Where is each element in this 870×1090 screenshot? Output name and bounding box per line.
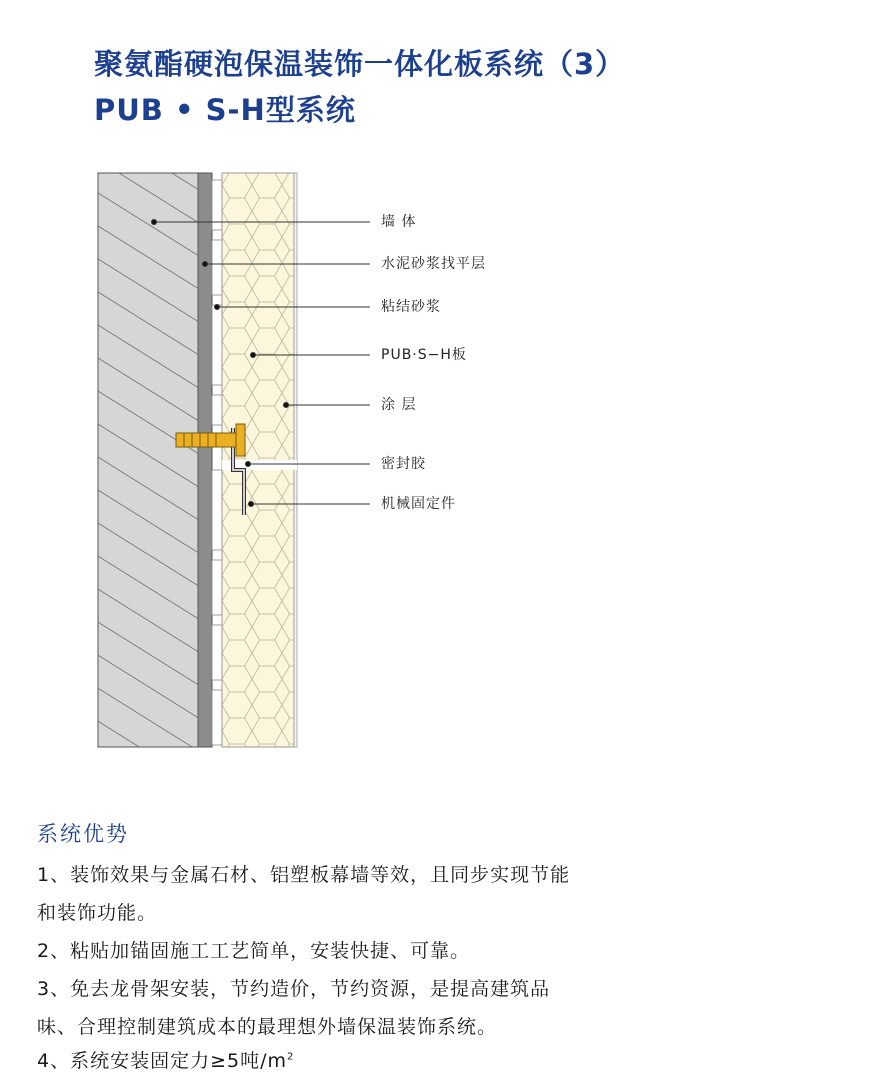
advantage-line-6 xyxy=(37,1046,294,1073)
label-bonding-mortar: 粘结砂浆 xyxy=(381,299,441,315)
label-pub-board: PUB·S−H板 xyxy=(381,347,467,363)
title-line-1: 聚氨酯硬泡保温装饰一体化板系统（3） xyxy=(94,47,626,81)
label-mechanical-fastener: 机械固定件 xyxy=(381,496,456,512)
advantage-line-5: 味、合理控制建筑成本的最理想外墙保温装饰系统。 xyxy=(37,1016,498,1038)
bonding-mortar-strips xyxy=(212,180,222,745)
superscript-2: 2 xyxy=(287,1051,295,1063)
wall-layer xyxy=(98,173,198,747)
label-sealant: 密封胶 xyxy=(381,456,426,472)
label-coating: 涂 层 xyxy=(381,397,417,413)
label-cement-mortar: 水泥砂浆找平层 xyxy=(381,256,486,272)
advantage-line-4: 3、免去龙骨架安装，节约造价，节约资源，是提高建筑品 xyxy=(37,978,551,1000)
advantage-line-1: 1、装饰效果与金属石材、铝塑板幕墙等效，且同步实现节能 xyxy=(37,864,571,886)
title-line-2: PUB • S-H型系统 xyxy=(94,93,356,127)
advantage-line-2: 和装饰功能。 xyxy=(37,902,158,924)
cement-mortar-layer xyxy=(198,173,212,747)
advantages-heading: 系统优势 xyxy=(37,822,129,846)
advantage-line-6-text: 4、系统安装固定力≥5吨/m xyxy=(37,1050,288,1072)
label-wall: 墙 体 xyxy=(381,214,417,230)
advantage-line-3: 2、粘贴加锚固施工工艺简单，安装快捷、可靠。 xyxy=(37,940,471,962)
